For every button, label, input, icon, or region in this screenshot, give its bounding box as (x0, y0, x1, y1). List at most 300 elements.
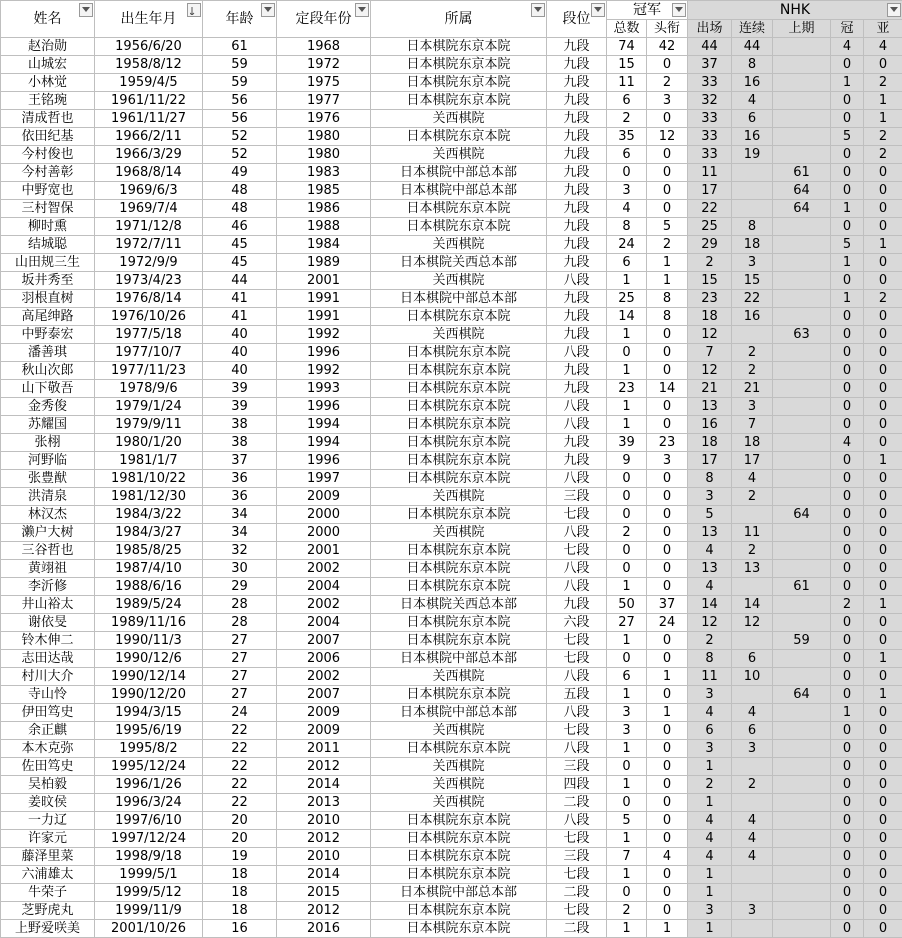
cell-nhk-streak[interactable]: 3 (732, 902, 773, 920)
cell-age[interactable]: 40 (203, 362, 277, 380)
cell-nhk-last[interactable] (773, 668, 831, 686)
cell-name[interactable]: 寺山怜 (1, 686, 95, 704)
cell-nhk-last[interactable] (773, 254, 831, 272)
cell-age[interactable]: 19 (203, 848, 277, 866)
cell-nhk-runner[interactable]: 0 (864, 794, 902, 812)
cell-rank[interactable]: 九段 (547, 128, 607, 146)
cell-champ-title[interactable]: 23 (647, 434, 688, 452)
cell-birth[interactable]: 1999/11/9 (95, 902, 203, 920)
cell-nhk-win[interactable]: 0 (831, 488, 864, 506)
cell-affiliation[interactable]: 日本棋院东京本院 (371, 38, 547, 56)
cell-champ-title[interactable]: 0 (647, 542, 688, 560)
cell-dan-year[interactable]: 1992 (277, 362, 371, 380)
cell-name[interactable]: 中野宽也 (1, 182, 95, 200)
cell-champ-title[interactable]: 0 (647, 794, 688, 812)
cell-nhk-streak[interactable]: 16 (732, 308, 773, 326)
cell-nhk-streak[interactable] (732, 866, 773, 884)
cell-affiliation[interactable]: 日本棋院东京本院 (371, 128, 547, 146)
cell-affiliation[interactable]: 关西棋院 (371, 776, 547, 794)
cell-dan-year[interactable]: 2002 (277, 596, 371, 614)
cell-champ-title[interactable]: 0 (647, 902, 688, 920)
cell-rank[interactable]: 九段 (547, 596, 607, 614)
cell-rank[interactable]: 八段 (547, 524, 607, 542)
cell-dan-year[interactable]: 2004 (277, 578, 371, 596)
filter-dropdown-button[interactable] (355, 3, 369, 17)
cell-birth[interactable]: 1961/11/27 (95, 110, 203, 128)
cell-dan-year[interactable]: 1975 (277, 74, 371, 92)
cell-champ-total[interactable]: 1 (607, 830, 647, 848)
cell-dan-year[interactable]: 2013 (277, 794, 371, 812)
cell-nhk-runner[interactable]: 1 (864, 92, 902, 110)
cell-name[interactable]: 谢依旻 (1, 614, 95, 632)
cell-nhk-runner[interactable]: 0 (864, 542, 902, 560)
cell-rank[interactable]: 七段 (547, 632, 607, 650)
cell-birth[interactable]: 1978/9/6 (95, 380, 203, 398)
cell-name[interactable]: 铃木伸二 (1, 632, 95, 650)
cell-birth[interactable]: 1995/6/19 (95, 722, 203, 740)
cell-age[interactable]: 24 (203, 704, 277, 722)
cell-affiliation[interactable]: 关西棋院 (371, 794, 547, 812)
cell-birth[interactable]: 1980/1/20 (95, 434, 203, 452)
cell-rank[interactable]: 九段 (547, 236, 607, 254)
cell-affiliation[interactable]: 日本棋院中部总本部 (371, 164, 547, 182)
cell-nhk-runner[interactable]: 0 (864, 488, 902, 506)
cell-champ-title[interactable]: 0 (647, 830, 688, 848)
cell-nhk-runner[interactable]: 0 (864, 398, 902, 416)
cell-nhk-last[interactable] (773, 290, 831, 308)
cell-nhk-streak[interactable]: 18 (732, 434, 773, 452)
cell-dan-year[interactable]: 2007 (277, 686, 371, 704)
cell-nhk-streak[interactable]: 44 (732, 38, 773, 56)
cell-champ-title[interactable]: 0 (647, 686, 688, 704)
cell-nhk-play[interactable]: 17 (688, 452, 732, 470)
sort-filter-button[interactable] (187, 3, 201, 17)
cell-birth[interactable]: 1973/4/23 (95, 272, 203, 290)
cell-nhk-win[interactable]: 0 (831, 578, 864, 596)
cell-age[interactable]: 56 (203, 110, 277, 128)
cell-name[interactable]: 一力辽 (1, 812, 95, 830)
cell-nhk-runner[interactable]: 1 (864, 686, 902, 704)
cell-nhk-runner[interactable]: 0 (864, 164, 902, 182)
cell-nhk-last[interactable] (773, 848, 831, 866)
cell-rank[interactable]: 八段 (547, 560, 607, 578)
cell-nhk-runner[interactable]: 1 (864, 452, 902, 470)
cell-nhk-runner[interactable]: 0 (864, 308, 902, 326)
cell-champ-title[interactable]: 0 (647, 578, 688, 596)
cell-age[interactable]: 41 (203, 308, 277, 326)
cell-name[interactable]: 许家元 (1, 830, 95, 848)
cell-champ-title[interactable]: 0 (647, 776, 688, 794)
cell-birth[interactable]: 1988/6/16 (95, 578, 203, 596)
cell-affiliation[interactable]: 日本棋院东京本院 (371, 866, 547, 884)
cell-nhk-last[interactable] (773, 794, 831, 812)
cell-nhk-last[interactable] (773, 542, 831, 560)
cell-affiliation[interactable]: 日本棋院东京本院 (371, 542, 547, 560)
cell-nhk-runner[interactable]: 0 (864, 902, 902, 920)
cell-rank[interactable]: 四段 (547, 776, 607, 794)
cell-birth[interactable]: 1990/11/3 (95, 632, 203, 650)
cell-dan-year[interactable]: 2002 (277, 668, 371, 686)
cell-age[interactable]: 49 (203, 164, 277, 182)
cell-nhk-streak[interactable]: 15 (732, 272, 773, 290)
cell-nhk-play[interactable]: 22 (688, 200, 732, 218)
cell-rank[interactable]: 八段 (547, 416, 607, 434)
cell-nhk-streak[interactable]: 4 (732, 92, 773, 110)
cell-nhk-runner[interactable]: 0 (864, 578, 902, 596)
cell-champ-title[interactable]: 3 (647, 452, 688, 470)
cell-dan-year[interactable]: 1992 (277, 326, 371, 344)
cell-rank[interactable]: 七段 (547, 542, 607, 560)
cell-nhk-streak[interactable] (732, 920, 773, 938)
cell-champ-total[interactable]: 6 (607, 254, 647, 272)
cell-name[interactable]: 高尾绅路 (1, 308, 95, 326)
cell-name[interactable]: 洪清泉 (1, 488, 95, 506)
cell-champ-title[interactable]: 0 (647, 146, 688, 164)
cell-champ-total[interactable]: 6 (607, 668, 647, 686)
cell-birth[interactable]: 1968/8/14 (95, 164, 203, 182)
cell-nhk-play[interactable]: 16 (688, 416, 732, 434)
cell-name[interactable]: 坂井秀至 (1, 272, 95, 290)
cell-affiliation[interactable]: 日本棋院东京本院 (371, 632, 547, 650)
cell-name[interactable]: 河野临 (1, 452, 95, 470)
cell-champ-total[interactable]: 1 (607, 416, 647, 434)
cell-age[interactable]: 39 (203, 398, 277, 416)
cell-dan-year[interactable]: 2009 (277, 722, 371, 740)
cell-name[interactable]: 山城宏 (1, 56, 95, 74)
cell-nhk-last[interactable] (773, 308, 831, 326)
cell-nhk-play[interactable]: 21 (688, 380, 732, 398)
cell-nhk-last[interactable] (773, 614, 831, 632)
cell-nhk-win[interactable]: 1 (831, 200, 864, 218)
cell-name[interactable]: 佐田笃史 (1, 758, 95, 776)
cell-affiliation[interactable]: 关西棋院 (371, 272, 547, 290)
cell-birth[interactable]: 1977/5/18 (95, 326, 203, 344)
cell-birth[interactable]: 1996/3/24 (95, 794, 203, 812)
cell-nhk-win[interactable]: 0 (831, 776, 864, 794)
cell-nhk-play[interactable]: 3 (688, 902, 732, 920)
cell-nhk-win[interactable]: 0 (831, 218, 864, 236)
cell-affiliation[interactable]: 日本棋院东京本院 (371, 218, 547, 236)
cell-nhk-last[interactable] (773, 416, 831, 434)
cell-nhk-runner[interactable]: 4 (864, 38, 902, 56)
cell-birth[interactable]: 1977/11/23 (95, 362, 203, 380)
cell-nhk-play[interactable]: 3 (688, 488, 732, 506)
cell-champ-title[interactable]: 0 (647, 506, 688, 524)
cell-nhk-runner[interactable]: 2 (864, 146, 902, 164)
cell-dan-year[interactable]: 2015 (277, 884, 371, 902)
cell-age[interactable]: 34 (203, 506, 277, 524)
cell-age[interactable]: 61 (203, 38, 277, 56)
cell-nhk-runner[interactable]: 0 (864, 272, 902, 290)
cell-dan-year[interactable]: 2011 (277, 740, 371, 758)
cell-dan-year[interactable]: 1996 (277, 344, 371, 362)
cell-nhk-play[interactable]: 33 (688, 128, 732, 146)
cell-nhk-runner[interactable]: 0 (864, 848, 902, 866)
cell-dan-year[interactable]: 2012 (277, 830, 371, 848)
cell-nhk-runner[interactable]: 0 (864, 362, 902, 380)
cell-name[interactable]: 中野泰宏 (1, 326, 95, 344)
cell-age[interactable]: 52 (203, 146, 277, 164)
cell-nhk-play[interactable]: 4 (688, 848, 732, 866)
cell-affiliation[interactable]: 日本棋院东京本院 (371, 200, 547, 218)
cell-name[interactable]: 吴柏毅 (1, 776, 95, 794)
cell-nhk-win[interactable]: 0 (831, 758, 864, 776)
cell-affiliation[interactable]: 日本棋院中部总本部 (371, 650, 547, 668)
cell-nhk-win[interactable]: 4 (831, 38, 864, 56)
cell-age[interactable]: 30 (203, 560, 277, 578)
cell-nhk-play[interactable]: 3 (688, 740, 732, 758)
cell-nhk-runner[interactable]: 0 (864, 434, 902, 452)
cell-champ-title[interactable]: 8 (647, 290, 688, 308)
cell-nhk-play[interactable]: 44 (688, 38, 732, 56)
cell-nhk-win[interactable]: 0 (831, 56, 864, 74)
cell-nhk-play[interactable]: 1 (688, 758, 732, 776)
cell-dan-year[interactable]: 2012 (277, 758, 371, 776)
cell-nhk-win[interactable]: 0 (831, 506, 864, 524)
cell-nhk-play[interactable]: 1 (688, 866, 732, 884)
cell-nhk-play[interactable]: 1 (688, 884, 732, 902)
cell-nhk-last[interactable] (773, 452, 831, 470)
cell-nhk-streak[interactable]: 12 (732, 614, 773, 632)
cell-nhk-streak[interactable]: 6 (732, 722, 773, 740)
cell-nhk-win[interactable]: 0 (831, 344, 864, 362)
cell-birth[interactable]: 1981/1/7 (95, 452, 203, 470)
cell-nhk-last[interactable] (773, 38, 831, 56)
cell-nhk-win[interactable]: 0 (831, 668, 864, 686)
cell-name[interactable]: 余正麒 (1, 722, 95, 740)
cell-age[interactable]: 27 (203, 668, 277, 686)
cell-nhk-win[interactable]: 0 (831, 398, 864, 416)
cell-rank[interactable]: 八段 (547, 470, 607, 488)
cell-nhk-play[interactable]: 6 (688, 722, 732, 740)
cell-champ-title[interactable]: 0 (647, 344, 688, 362)
cell-nhk-win[interactable]: 0 (831, 902, 864, 920)
cell-champ-total[interactable]: 1 (607, 272, 647, 290)
cell-name[interactable]: 三村智保 (1, 200, 95, 218)
cell-champ-title[interactable]: 0 (647, 164, 688, 182)
cell-champ-total[interactable]: 1 (607, 362, 647, 380)
cell-dan-year[interactable]: 1994 (277, 434, 371, 452)
cell-birth[interactable]: 1987/4/10 (95, 560, 203, 578)
cell-name[interactable]: 结城聪 (1, 236, 95, 254)
cell-affiliation[interactable]: 日本棋院东京本院 (371, 416, 547, 434)
cell-name[interactable]: 濑户大树 (1, 524, 95, 542)
cell-rank[interactable]: 七段 (547, 650, 607, 668)
cell-birth[interactable]: 1977/10/7 (95, 344, 203, 362)
cell-nhk-last[interactable] (773, 236, 831, 254)
cell-birth[interactable]: 1990/12/14 (95, 668, 203, 686)
cell-champ-total[interactable]: 23 (607, 380, 647, 398)
cell-affiliation[interactable]: 关西棋院 (371, 236, 547, 254)
cell-nhk-streak[interactable]: 16 (732, 74, 773, 92)
cell-birth[interactable]: 1969/6/3 (95, 182, 203, 200)
cell-nhk-play[interactable]: 4 (688, 830, 732, 848)
cell-champ-title[interactable]: 0 (647, 884, 688, 902)
cell-nhk-win[interactable]: 0 (831, 632, 864, 650)
cell-age[interactable]: 29 (203, 578, 277, 596)
cell-rank[interactable]: 九段 (547, 92, 607, 110)
cell-nhk-win[interactable]: 0 (831, 884, 864, 902)
cell-nhk-last[interactable] (773, 488, 831, 506)
cell-champ-total[interactable]: 1 (607, 776, 647, 794)
cell-nhk-play[interactable]: 37 (688, 56, 732, 74)
cell-nhk-runner[interactable]: 0 (864, 470, 902, 488)
cell-nhk-play[interactable]: 18 (688, 434, 732, 452)
cell-nhk-win[interactable]: 0 (831, 416, 864, 434)
cell-rank[interactable]: 七段 (547, 830, 607, 848)
cell-champ-title[interactable]: 5 (647, 218, 688, 236)
cell-rank[interactable]: 二段 (547, 920, 607, 938)
cell-dan-year[interactable]: 2002 (277, 560, 371, 578)
cell-dan-year[interactable]: 2004 (277, 614, 371, 632)
cell-nhk-streak[interactable]: 2 (732, 362, 773, 380)
cell-nhk-play[interactable]: 18 (688, 308, 732, 326)
cell-nhk-last[interactable] (773, 650, 831, 668)
cell-nhk-runner[interactable]: 0 (864, 776, 902, 794)
cell-nhk-runner[interactable]: 0 (864, 632, 902, 650)
cell-nhk-last[interactable]: 64 (773, 182, 831, 200)
cell-nhk-last[interactable]: 64 (773, 686, 831, 704)
cell-dan-year[interactable]: 2006 (277, 650, 371, 668)
cell-nhk-win[interactable]: 0 (831, 920, 864, 938)
cell-dan-year[interactable]: 2009 (277, 704, 371, 722)
cell-nhk-streak[interactable] (732, 164, 773, 182)
cell-name[interactable]: 牛荣子 (1, 884, 95, 902)
cell-age[interactable]: 41 (203, 290, 277, 308)
cell-nhk-last[interactable] (773, 362, 831, 380)
cell-nhk-streak[interactable] (732, 794, 773, 812)
cell-age[interactable]: 20 (203, 830, 277, 848)
cell-nhk-last[interactable] (773, 380, 831, 398)
cell-nhk-win[interactable]: 5 (831, 236, 864, 254)
cell-nhk-play[interactable]: 13 (688, 398, 732, 416)
cell-nhk-last[interactable]: 64 (773, 506, 831, 524)
cell-name[interactable]: 志田达哉 (1, 650, 95, 668)
cell-age[interactable]: 28 (203, 596, 277, 614)
cell-champ-total[interactable]: 2 (607, 524, 647, 542)
cell-champ-total[interactable]: 0 (607, 542, 647, 560)
cell-age[interactable]: 22 (203, 722, 277, 740)
cell-nhk-win[interactable]: 0 (831, 542, 864, 560)
cell-rank[interactable]: 九段 (547, 164, 607, 182)
cell-birth[interactable]: 1999/5/1 (95, 866, 203, 884)
cell-name[interactable]: 王铭琬 (1, 92, 95, 110)
cell-nhk-runner[interactable]: 2 (864, 74, 902, 92)
cell-rank[interactable]: 九段 (547, 254, 607, 272)
cell-affiliation[interactable]: 日本棋院中部总本部 (371, 884, 547, 902)
cell-name[interactable]: 赵治勋 (1, 38, 95, 56)
cell-champ-total[interactable]: 1 (607, 632, 647, 650)
cell-affiliation[interactable]: 日本棋院东京本院 (371, 452, 547, 470)
cell-nhk-streak[interactable]: 8 (732, 218, 773, 236)
cell-nhk-runner[interactable]: 0 (864, 218, 902, 236)
cell-birth[interactable]: 1990/12/20 (95, 686, 203, 704)
cell-champ-title[interactable]: 1 (647, 254, 688, 272)
cell-affiliation[interactable]: 关西棋院 (371, 668, 547, 686)
cell-birth[interactable]: 1997/6/10 (95, 812, 203, 830)
cell-age[interactable]: 34 (203, 524, 277, 542)
cell-name[interactable]: 六浦雄太 (1, 866, 95, 884)
cell-champ-title[interactable]: 0 (647, 488, 688, 506)
cell-affiliation[interactable]: 日本棋院东京本院 (371, 74, 547, 92)
cell-rank[interactable]: 九段 (547, 326, 607, 344)
cell-nhk-runner[interactable]: 1 (864, 650, 902, 668)
cell-rank[interactable]: 九段 (547, 110, 607, 128)
cell-nhk-last[interactable] (773, 884, 831, 902)
cell-nhk-win[interactable]: 0 (831, 614, 864, 632)
cell-rank[interactable]: 八段 (547, 812, 607, 830)
cell-champ-title[interactable]: 42 (647, 38, 688, 56)
cell-age[interactable]: 28 (203, 614, 277, 632)
cell-dan-year[interactable]: 1991 (277, 308, 371, 326)
cell-nhk-runner[interactable]: 0 (864, 416, 902, 434)
cell-nhk-last[interactable] (773, 704, 831, 722)
cell-name[interactable]: 李沂修 (1, 578, 95, 596)
cell-nhk-play[interactable]: 8 (688, 650, 732, 668)
cell-dan-year[interactable]: 1991 (277, 290, 371, 308)
cell-age[interactable]: 46 (203, 218, 277, 236)
cell-nhk-streak[interactable] (732, 686, 773, 704)
cell-nhk-win[interactable]: 0 (831, 182, 864, 200)
cell-nhk-runner[interactable]: 1 (864, 596, 902, 614)
cell-birth[interactable]: 1998/9/18 (95, 848, 203, 866)
cell-champ-title[interactable]: 8 (647, 308, 688, 326)
cell-champ-title[interactable]: 0 (647, 632, 688, 650)
cell-dan-year[interactable]: 1988 (277, 218, 371, 236)
cell-age[interactable]: 27 (203, 650, 277, 668)
cell-rank[interactable]: 八段 (547, 578, 607, 596)
cell-nhk-win[interactable]: 0 (831, 146, 864, 164)
cell-dan-year[interactable]: 2016 (277, 920, 371, 938)
cell-rank[interactable]: 五段 (547, 686, 607, 704)
cell-champ-title[interactable]: 0 (647, 524, 688, 542)
cell-name[interactable]: 今村善彰 (1, 164, 95, 182)
cell-nhk-streak[interactable]: 22 (732, 290, 773, 308)
cell-nhk-play[interactable]: 29 (688, 236, 732, 254)
cell-age[interactable]: 22 (203, 794, 277, 812)
cell-nhk-play[interactable]: 13 (688, 560, 732, 578)
cell-affiliation[interactable]: 日本棋院东京本院 (371, 362, 547, 380)
cell-nhk-last[interactable]: 59 (773, 632, 831, 650)
cell-rank[interactable]: 九段 (547, 434, 607, 452)
cell-nhk-play[interactable]: 12 (688, 362, 732, 380)
cell-dan-year[interactable]: 1972 (277, 56, 371, 74)
cell-birth[interactable]: 1959/4/5 (95, 74, 203, 92)
cell-age[interactable]: 22 (203, 740, 277, 758)
cell-nhk-play[interactable]: 32 (688, 92, 732, 110)
cell-champ-total[interactable]: 1 (607, 578, 647, 596)
cell-rank[interactable]: 三段 (547, 758, 607, 776)
cell-nhk-streak[interactable]: 18 (732, 236, 773, 254)
cell-name[interactable]: 潘善琪 (1, 344, 95, 362)
cell-nhk-last[interactable] (773, 920, 831, 938)
cell-name[interactable]: 今村俊也 (1, 146, 95, 164)
cell-nhk-win[interactable]: 4 (831, 434, 864, 452)
cell-nhk-streak[interactable]: 17 (732, 452, 773, 470)
cell-nhk-win[interactable]: 0 (831, 452, 864, 470)
cell-affiliation[interactable]: 日本棋院东京本院 (371, 380, 547, 398)
cell-dan-year[interactable]: 2009 (277, 488, 371, 506)
cell-rank[interactable]: 九段 (547, 74, 607, 92)
cell-dan-year[interactable]: 1993 (277, 380, 371, 398)
cell-birth[interactable]: 1995/8/2 (95, 740, 203, 758)
cell-champ-total[interactable]: 39 (607, 434, 647, 452)
cell-nhk-streak[interactable] (732, 632, 773, 650)
cell-dan-year[interactable]: 2014 (277, 776, 371, 794)
cell-nhk-play[interactable]: 14 (688, 596, 732, 614)
cell-nhk-runner[interactable]: 1 (864, 236, 902, 254)
cell-age[interactable]: 38 (203, 416, 277, 434)
